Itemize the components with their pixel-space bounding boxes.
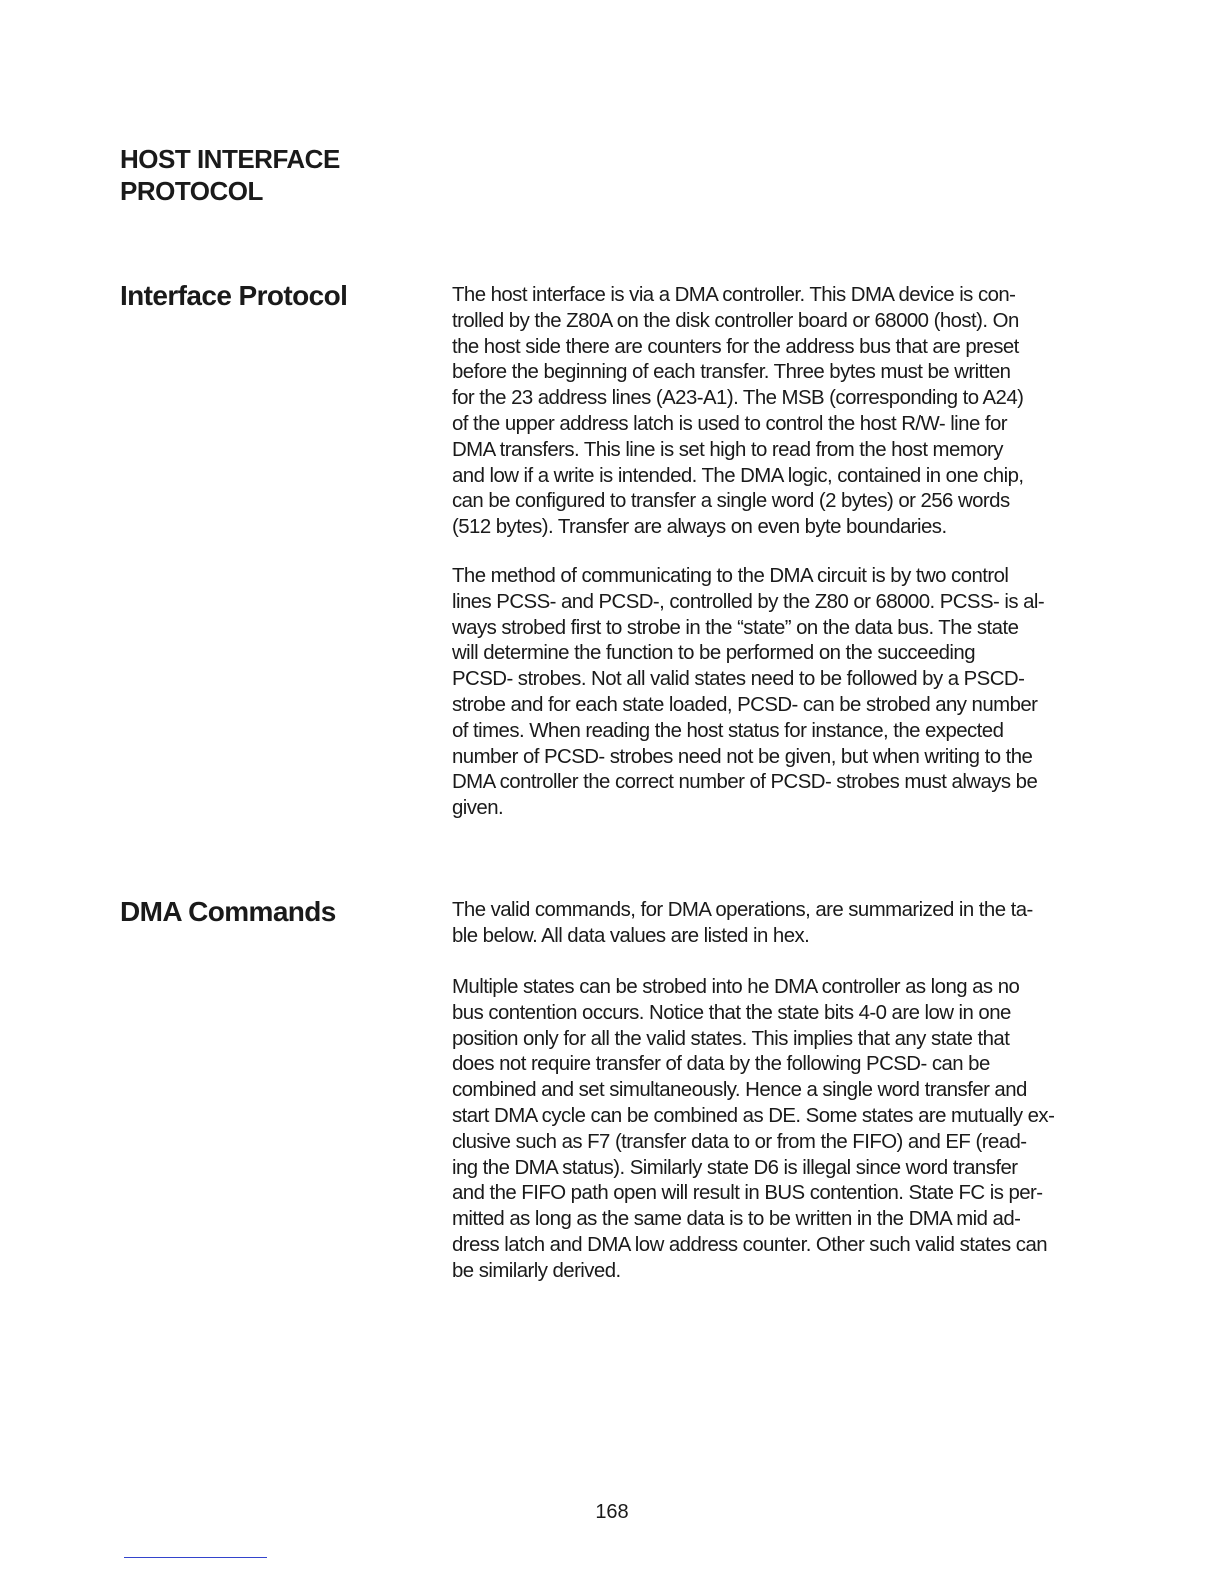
text-line: combined and set simultaneously. Hence a single word transfer and — [452, 1079, 1027, 1102]
text-line: bus contention occurs. Notice that the state bits 4-0 are low in one — [452, 1001, 1011, 1024]
text-line: of times. When reading the host status for instance, the expected — [452, 719, 1004, 742]
text-line: and low if a write is intended. The DMA logic, contained in one chip, — [452, 464, 1024, 487]
dma-commands-paragraph-1 — [452, 898, 1092, 950]
interface-protocol-paragraph-1 — [452, 283, 1092, 541]
text-line: and the FIFO path open will result in BUS contention. State FC is per- — [452, 1182, 1043, 1205]
text-line: start DMA cycle can be combined as DE. Some states are mutually ex- — [452, 1104, 1055, 1127]
text-line: can be configured to transfer a single word (2 bytes) or 256 words — [452, 490, 1010, 513]
page-heading — [120, 143, 420, 207]
text-line: The valid commands, for DMA operations, are summarized in the ta- — [452, 899, 1033, 921]
text-line: the host side there are counters for the address bus that are preset — [452, 335, 1019, 358]
text-line: ways strobed first to strobe in the “state” on the data bus. The state — [452, 616, 1019, 639]
footer-divider — [124, 1557, 267, 1558]
page-heading-line: HOST INTERFACE — [120, 144, 340, 174]
section-title-dma-commands: DMA Commands — [120, 896, 336, 927]
page-heading-line: PROTOCOL — [120, 176, 263, 206]
section-title-interface-protocol: Interface Protocol — [120, 280, 348, 311]
text-line: ble below. All data values are listed in hex. — [452, 924, 810, 947]
text-line: will determine the function to be performed on the succeeding — [452, 642, 975, 665]
text-line: given. — [452, 797, 504, 820]
text-line: (512 bytes). Transfer are always on even byte boundaries. — [452, 516, 947, 539]
page-number: 168 — [595, 1501, 629, 1523]
text-line: be similarly derived. — [452, 1259, 621, 1282]
text-line: Multiple states can be strobed into he DMA controller as long as no — [452, 976, 1020, 998]
text-line: DMA transfers. This line is set high to read from the host memory — [452, 438, 1003, 461]
text-line: trolled by the Z80A on the disk controller board or 68000 (host). On — [452, 309, 1019, 332]
interface-protocol-paragraph-2 — [452, 564, 1092, 822]
text-line: does not require transfer of data by the following PCSD- can be — [452, 1053, 990, 1076]
text-line: of the upper address latch is used to control the host R/W- line for — [452, 412, 1007, 435]
dma-commands-paragraph-2 — [452, 975, 1092, 1285]
text-line: DMA controller the correct number of PCSD- strobes must always be — [452, 771, 1038, 794]
text-line: mitted as long as the same data is to be written in the DMA mid ad- — [452, 1208, 1021, 1231]
text-line: position only for all the valid states. This implies that any state that — [452, 1027, 1010, 1050]
text-line: lines PCSS- and PCSD-, controlled by the Z80 or 68000. PCSS- is al- — [452, 590, 1045, 613]
text-line: clusive such as F7 (transfer data to or from the FIFO) and EF (read- — [452, 1130, 1027, 1153]
text-line: The method of communicating to the DMA circuit is by two control — [452, 565, 1009, 587]
text-line: PCSD- strobes. Not all valid states need to be followed by a PSCD- — [452, 668, 1025, 691]
text-line: number of PCSD- strobes need not be given, but when writing to the — [452, 745, 1033, 768]
text-line: The host interface is via a DMA controller. This DMA device is con- — [452, 284, 1016, 306]
text-line: before the beginning of each transfer. Three bytes must be written — [452, 361, 1011, 384]
text-line: dress latch and DMA low address counter. Other such valid states can — [452, 1233, 1048, 1256]
text-line: for the 23 address lines (A23-A1). The MSB (corresponding to A24) — [452, 387, 1024, 410]
text-line: ing the DMA status). Similarly state D6 is illegal since word transfer — [452, 1156, 1018, 1179]
text-line: strobe and for each state loaded, PCSD- can be strobed any number — [452, 693, 1038, 716]
